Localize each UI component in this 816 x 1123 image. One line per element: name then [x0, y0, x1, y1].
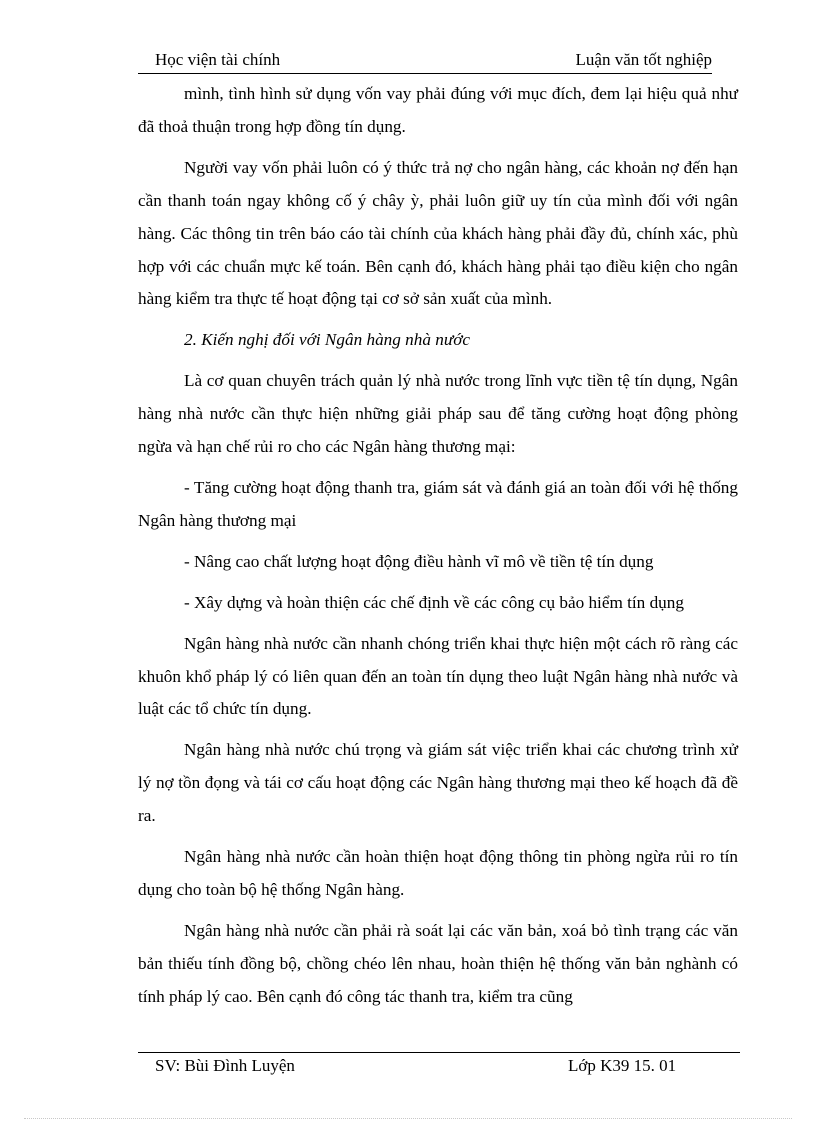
paragraph: mình, tình hình sử dụng vốn vay phải đúng với mục đích, đem lại hiệu quả như đã thoả thuận trong hợp đồng tín dụng. — [138, 84, 738, 136]
section-heading: 2. Kiến nghị đối với Ngân hàng nhà nước — [184, 330, 470, 350]
page-header — [138, 44, 712, 74]
paragraph: Là cơ quan chuyên trách quản lý nhà nước trong lĩnh vực tiền tệ tín dụng, Ngân hàng nhà nước cần thực hiện những giải pháp sau để tăng cường hoạt động phòng ngừa và hạn chế rủi ro cho các Ngân hàng thương mại: — [138, 371, 738, 457]
page-edge-divider — [24, 1118, 792, 1119]
page-footer — [138, 1046, 740, 1082]
footer-student: SV: Bùi Đình Luyện — [155, 1056, 295, 1075]
bullet-item: - Xây dựng và hoàn thiện các chế định về các công cụ bảo hiểm tín dụng — [184, 592, 684, 612]
header-document-type: Luận văn tốt nghiệp — [575, 50, 712, 69]
paragraph: Ngân hàng nhà nước cần hoàn thiện hoạt động thông tin phòng ngừa rủi ro tín dụng cho toàn bộ hệ thống Ngân hàng. — [138, 847, 738, 899]
paragraph: Ngân hàng nhà nước chú trọng và giám sát việc triển khai các chương trình xử lý nợ tồn đọng và tái cơ cấu hoạt động các Ngân hàng thương mại theo kế hoạch đã đề ra. — [138, 740, 738, 826]
footer-class: Lớp K39 15. 01 — [568, 1056, 677, 1075]
bullet-item: - Nâng cao chất lượng hoạt động điều hành vĩ mô về tiền tệ tín dụng — [184, 551, 654, 571]
header-rule — [138, 73, 712, 74]
header-institution: Học viện tài chính — [155, 50, 281, 69]
footer-rule — [138, 1052, 740, 1053]
document-body — [138, 78, 738, 1014]
paragraph: Ngân hàng nhà nước cần phải rà soát lại các văn bản, xoá bỏ tình trạng các văn bản thiếu tính đồng bộ, chồng chéo lên nhau, hoàn thiện hệ thống văn bản nghành có tính pháp lý cao. Bên cạnh đó công tác thanh tra, kiểm tra cũng — [138, 920, 738, 1006]
paragraph: Ngân hàng nhà nước cần nhanh chóng triển khai thực hiện một cách rõ ràng các khuôn khổ pháp lý có liên quan đến an toàn tín dụng theo luật Ngân hàng nhà nước và luật các tổ chức tín dụng. — [138, 633, 738, 719]
bullet-item: - Tăng cường hoạt động thanh tra, giám sát và đánh giá an toàn đối với hệ thống Ngân hàng thương mại — [138, 477, 738, 530]
paragraph: Người vay vốn phải luôn có ý thức trả nợ cho ngân hàng, các khoản nợ đến hạn cần thanh toán ngay không cố ý chây ỳ, phải luôn giữ uy tín của mình đối với ngân hàng. Các thông tin trên báo cáo tài chính của khách hàng phải đầy đủ, chính xác, phù hợp với các chuẩn mực kế toán. Bên cạnh đó, khách hàng phải tạo điều kiện cho ngân hàng kiểm tra thực tế hoạt động tại cơ sở sản xuất của mình. — [138, 157, 738, 309]
